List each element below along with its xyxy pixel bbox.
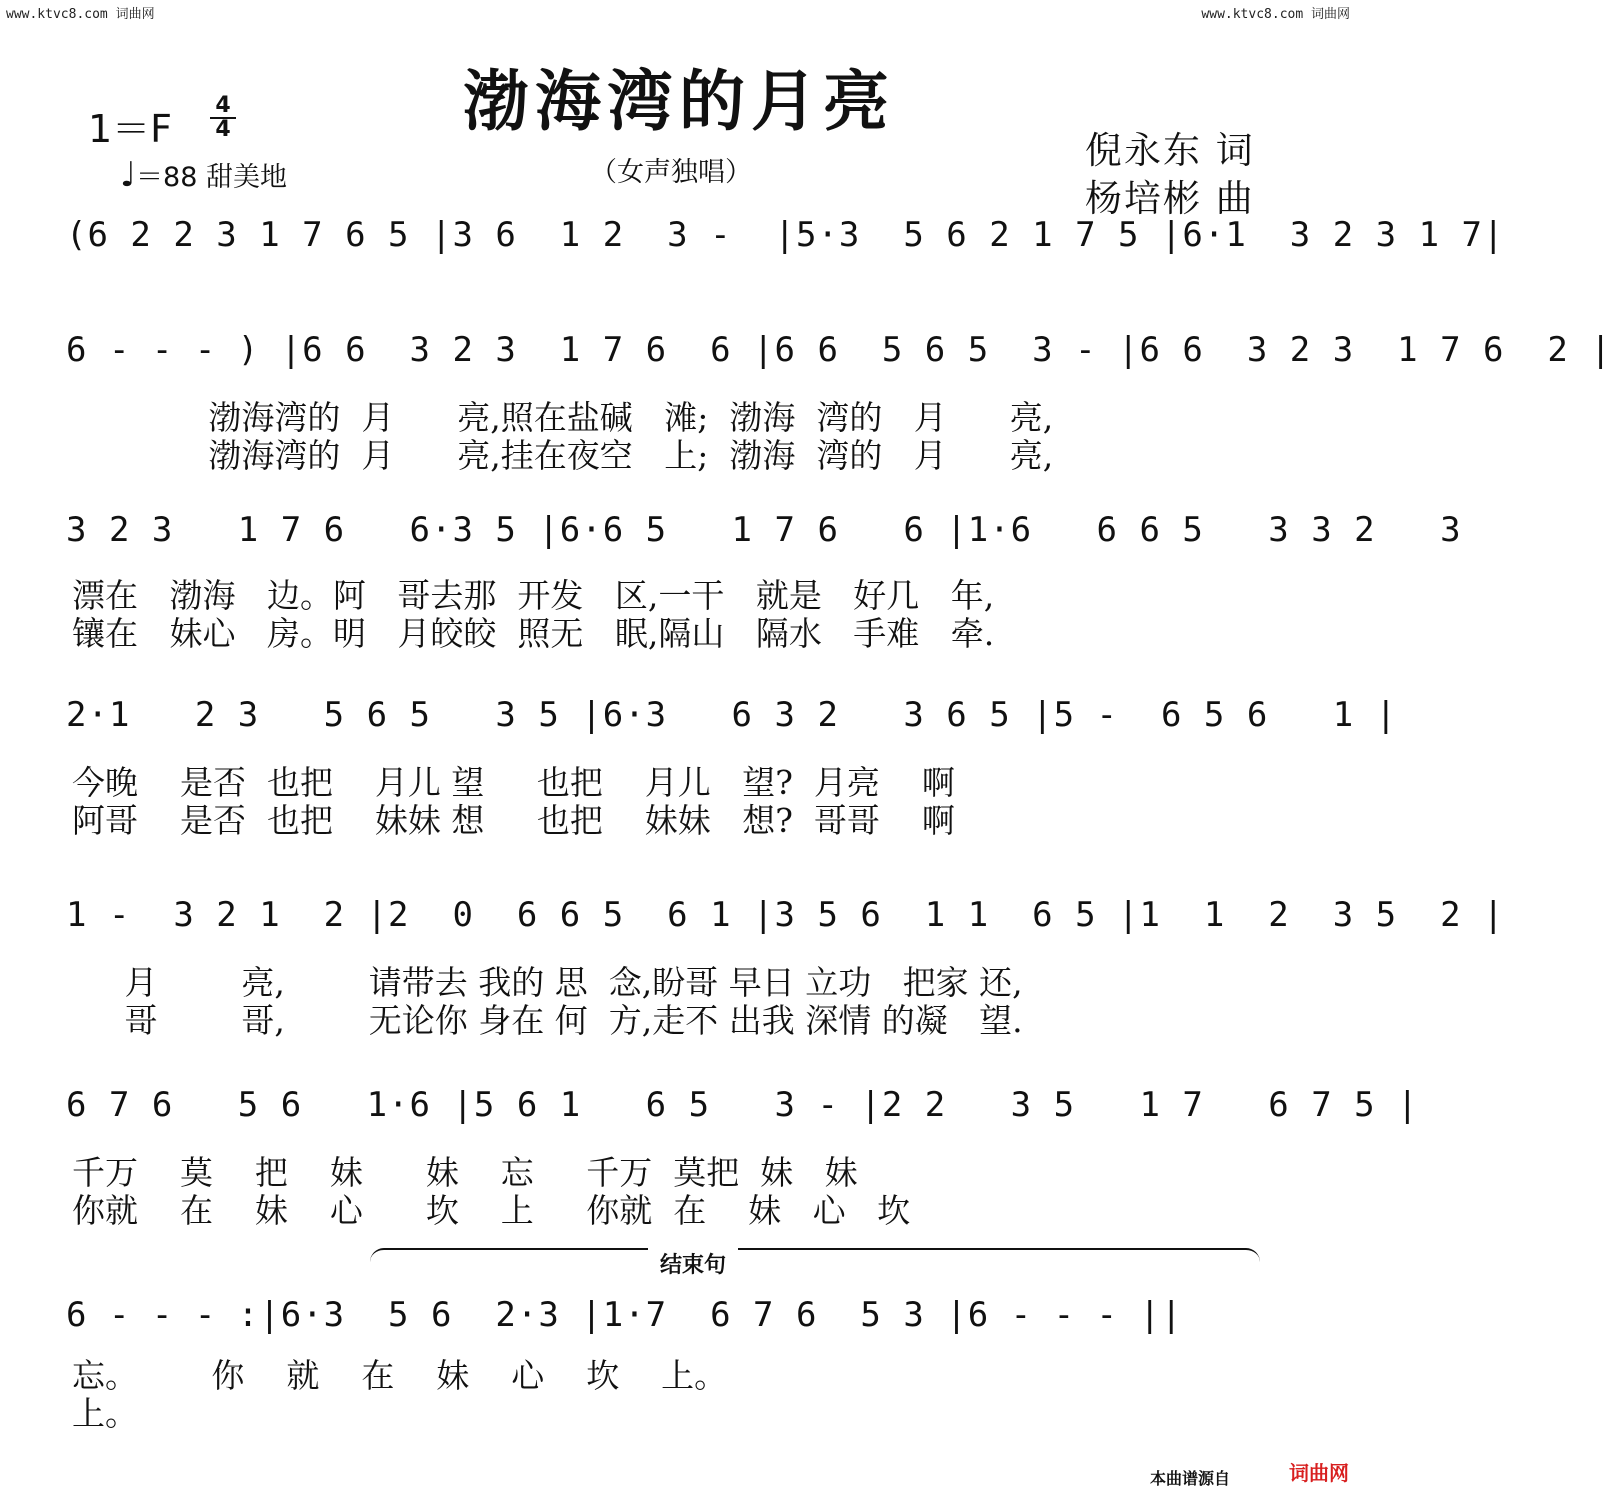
watermark-left: www.ktvc8.com 词曲网 (6, 7, 155, 22)
time-signature (206, 93, 240, 142)
note-row: 3 2 3 1 7 6 6·3 5 |6·6 5 1 7 6 6 |1·6 6 6 5 3 3 2 3 (66, 510, 1462, 550)
lyric-line: 忘。 你 就 在 妹 心 坎 上。 (72, 1356, 728, 1395)
note-row: 2·1 2 3 5 6 5 3 5 |6·3 6 3 2 3 6 5 |5 - 6 5 6 1 | (66, 695, 1398, 735)
watermark-right: www.ktvc8.com 词曲网 (1201, 7, 1350, 22)
note-row: 6 - - - :|6·3 5 6 2·3 |1·7 6 7 6 5 3 |6 - - - || (66, 1295, 1183, 1335)
tempo-marking (120, 155, 287, 195)
song-title: 渤海湾的月亮 (463, 62, 895, 140)
meter-top: 4 (215, 93, 231, 118)
note-row: 1 - 3 2 1 2 |2 0 6 6 5 6 1 |3 5 6 1 1 6 5 |1 1 2 3 5 2 | (66, 895, 1505, 935)
lyric-line: 漂在 渤海 边。阿 哥去那 开发 区,一干 就是 好几 年, (72, 576, 995, 615)
ending-label: 结束句 (648, 1248, 738, 1279)
lyric-line: 阿哥 是否 也把 妹妹 想 也把 妹妹 想? 哥哥 啊 (72, 801, 955, 840)
quarter-note-icon: ♩ (120, 155, 137, 195)
meter-bottom: 4 (215, 117, 231, 142)
note-row: (6 2 2 3 1 7 6 5 |3 6 1 2 3 - |5·3 5 6 2 1 7 5 |6·1 3 2 3 1 7| (66, 215, 1505, 255)
lyric-line: 渤海湾的 月 亮,挂在夜空 上; 渤海 湾的 月 亮, (72, 436, 1054, 475)
lyric-line: 你就 在 妹 心 坎 上 你就 在 妹 心 坎 (72, 1191, 911, 1230)
lyric-line: 今晚 是否 也把 月儿 望 也把 月儿 望? 月亮 啊 (72, 763, 955, 802)
lyric-line: 哥 哥, 无论你 身在 何 方,走不 出我 深情 的凝 望. (72, 1001, 1023, 1040)
source-note: 本曲谱源自 (1150, 1469, 1231, 1488)
lyricist-credit: 倪永东 词 (1085, 129, 1255, 172)
ending-bracket (370, 1248, 1260, 1268)
lyric-line: 渤海湾的 月 亮,照在盐碱 滩; 渤海 湾的 月 亮, (72, 398, 1054, 437)
note-row: 6 - - - ) |6 6 3 2 3 1 7 6 6 |6 6 5 6 5 3 - |6 6 3 2 3 1 7 6 2 | (66, 330, 1612, 370)
composer-credit: 杨培彬 曲 (1085, 177, 1255, 220)
lyric-line: 千万 莫 把 妹 妹 忘 千万 莫把 妹 妹 (72, 1153, 858, 1192)
lyric-line: 上。 (72, 1394, 138, 1433)
song-subtitle: （女声独唱） (590, 157, 752, 188)
brand-logo: 词曲网 (1284, 1460, 1354, 1486)
tempo-text: ＝88 甜美地 (136, 162, 287, 193)
lyric-line: 镶在 妹心 房。明 月皎皎 照无 眠,隔山 隔水 手难 牵. (72, 614, 995, 653)
key-signature: 1＝F (88, 107, 173, 151)
lyric-line: 月 亮, 请带去 我的 思 念,盼哥 早日 立功 把家 还, (72, 963, 1023, 1002)
note-row: 6 7 6 5 6 1·6 |5 6 1 6 5 3 - |2 2 3 5 1 7 6 7 5 | (66, 1085, 1419, 1125)
